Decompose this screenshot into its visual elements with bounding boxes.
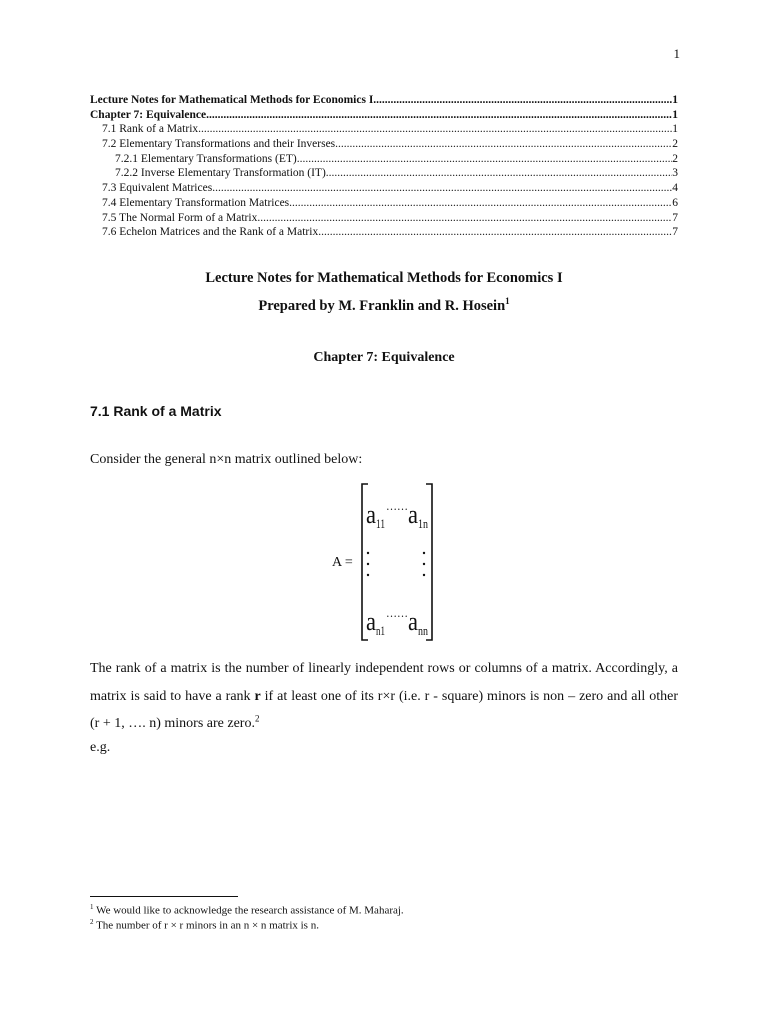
toc-entry-page: 1	[672, 108, 678, 121]
example-label: e.g.	[90, 740, 111, 755]
footnote-ref[interactable]: 2	[254, 713, 260, 724]
chapter-heading: Chapter 7: Equivalence	[313, 350, 455, 365]
toc-entry[interactable]	[90, 93, 678, 108]
matrix-vdot	[367, 563, 369, 565]
toc-entry-page: 6	[672, 196, 678, 209]
matrix-vdot	[423, 563, 425, 565]
toc-entry-title: 7.5 The Normal Form of a Matrix	[102, 211, 258, 224]
toc-entry-title: 7.2.2 Inverse Elementary Transformation (IT)	[115, 167, 326, 180]
toc-leader-dots	[257, 211, 672, 226]
matrix-an1-letter: a	[366, 607, 377, 636]
footnote-ref[interactable]: 1	[505, 296, 510, 306]
toc-entry-title: Chapter 7: Equivalence	[90, 108, 207, 121]
toc-leader-dots	[289, 196, 672, 211]
matrix-ann-sub: nn	[418, 623, 429, 638]
toc-entry-title: 7.1 Rank of a Matrix	[102, 123, 199, 136]
matrix-right-bracket	[426, 484, 432, 640]
toc-leader-dots	[335, 137, 672, 152]
footnote-text: We would like to acknowledge the research assistance of M. Maharaj.	[96, 904, 404, 917]
matrix-a11-letter: a	[366, 500, 377, 529]
matrix-figure	[0, 480, 768, 645]
toc-entry-title: 7.4 Elementary Transformation Matrices	[102, 196, 290, 209]
matrix-vdot	[367, 552, 369, 554]
toc-entry[interactable]	[90, 166, 678, 181]
rank-definition-paragraph	[90, 655, 678, 738]
toc-entry-page: 7	[672, 211, 678, 224]
toc-entry-title: Lecture Notes for Mathematical Methods for Economics I	[90, 94, 374, 106]
toc-leader-dots	[198, 122, 672, 137]
toc-leader-dots	[318, 225, 672, 240]
toc-entry-page: 1	[672, 94, 678, 106]
footnotes	[90, 900, 404, 930]
matrix-row1-dots: ……	[386, 498, 408, 513]
toc-entry-title: 7.6 Echelon Matrices and the Rank of a Matrix	[102, 226, 319, 239]
authors-line	[0, 296, 768, 315]
toc-entry[interactable]	[90, 196, 678, 211]
rank-text-2: if at least one of its r×r (i.e. r - square) minors is non – zero and all other (r + 1, …. n) minors are zero.	[90, 688, 678, 731]
matrix-label: A =	[332, 555, 353, 570]
footnote-text: The number of r × r minors in an n × n matrix is n.	[96, 919, 319, 932]
section-heading: 7.1 Rank of a Matrix	[90, 403, 222, 419]
toc-entry-page: 1	[672, 123, 678, 136]
toc-entry-page: 2	[672, 138, 678, 151]
authors-text: Prepared by M. Franklin and R. Hosein	[258, 297, 506, 314]
document-title: Lecture Notes for Mathematical Methods for Economics I	[205, 270, 563, 286]
matrix-a1n-letter: a	[408, 500, 419, 529]
matrix-row-n-dots: ……	[386, 605, 408, 620]
footnote	[90, 900, 404, 915]
matrix-an1-sub: n1	[376, 623, 385, 638]
rank-text-1: The rank of a matrix is the number of linearly independent rows or columns of a matrix. Accordingly, a matrix is said to have a rank	[90, 661, 678, 704]
table-of-contents	[90, 93, 678, 240]
matrix-a11-sub: 11	[376, 516, 385, 531]
toc-entry[interactable]	[90, 152, 678, 167]
page-number: 1	[673, 46, 680, 61]
toc-entry-page: 2	[672, 152, 678, 165]
matrix-vdot	[367, 574, 369, 576]
matrix-vdot	[423, 574, 425, 576]
matrix-a1n-sub: 1n	[418, 516, 429, 531]
toc-entry-title: 7.3 Equivalent Matrices	[102, 182, 213, 195]
toc-leader-dots	[212, 181, 672, 196]
matrix-vdot	[423, 552, 425, 554]
toc-entry-page: 3	[672, 167, 678, 180]
toc-entry[interactable]	[90, 225, 678, 240]
toc-leader-dots	[297, 152, 673, 167]
toc-entry-title: 7.2 Elementary Transformations and their Inverses	[102, 138, 336, 151]
intro-paragraph: Consider the general n×n matrix outlined below:	[90, 452, 363, 467]
toc-entry-page: 4	[672, 182, 678, 195]
toc-entry-title: 7.2.1 Elementary Transformations (ET)	[115, 152, 297, 165]
footnote-separator	[90, 896, 238, 897]
toc-entry-page: 7	[672, 226, 678, 239]
footnote-number: 1	[90, 903, 94, 911]
footnote	[90, 915, 404, 930]
rank-r: r	[254, 688, 261, 704]
footnote-number: 2	[90, 918, 94, 926]
toc-entry[interactable]	[90, 137, 678, 152]
toc-entry[interactable]	[90, 108, 678, 123]
matrix-ann-letter: a	[408, 607, 419, 636]
toc-leader-dots	[373, 93, 672, 108]
toc-leader-dots	[326, 166, 672, 181]
toc-entry[interactable]	[90, 181, 678, 196]
toc-entry[interactable]	[90, 211, 678, 226]
toc-entry[interactable]	[90, 122, 678, 137]
toc-leader-dots	[206, 108, 672, 123]
